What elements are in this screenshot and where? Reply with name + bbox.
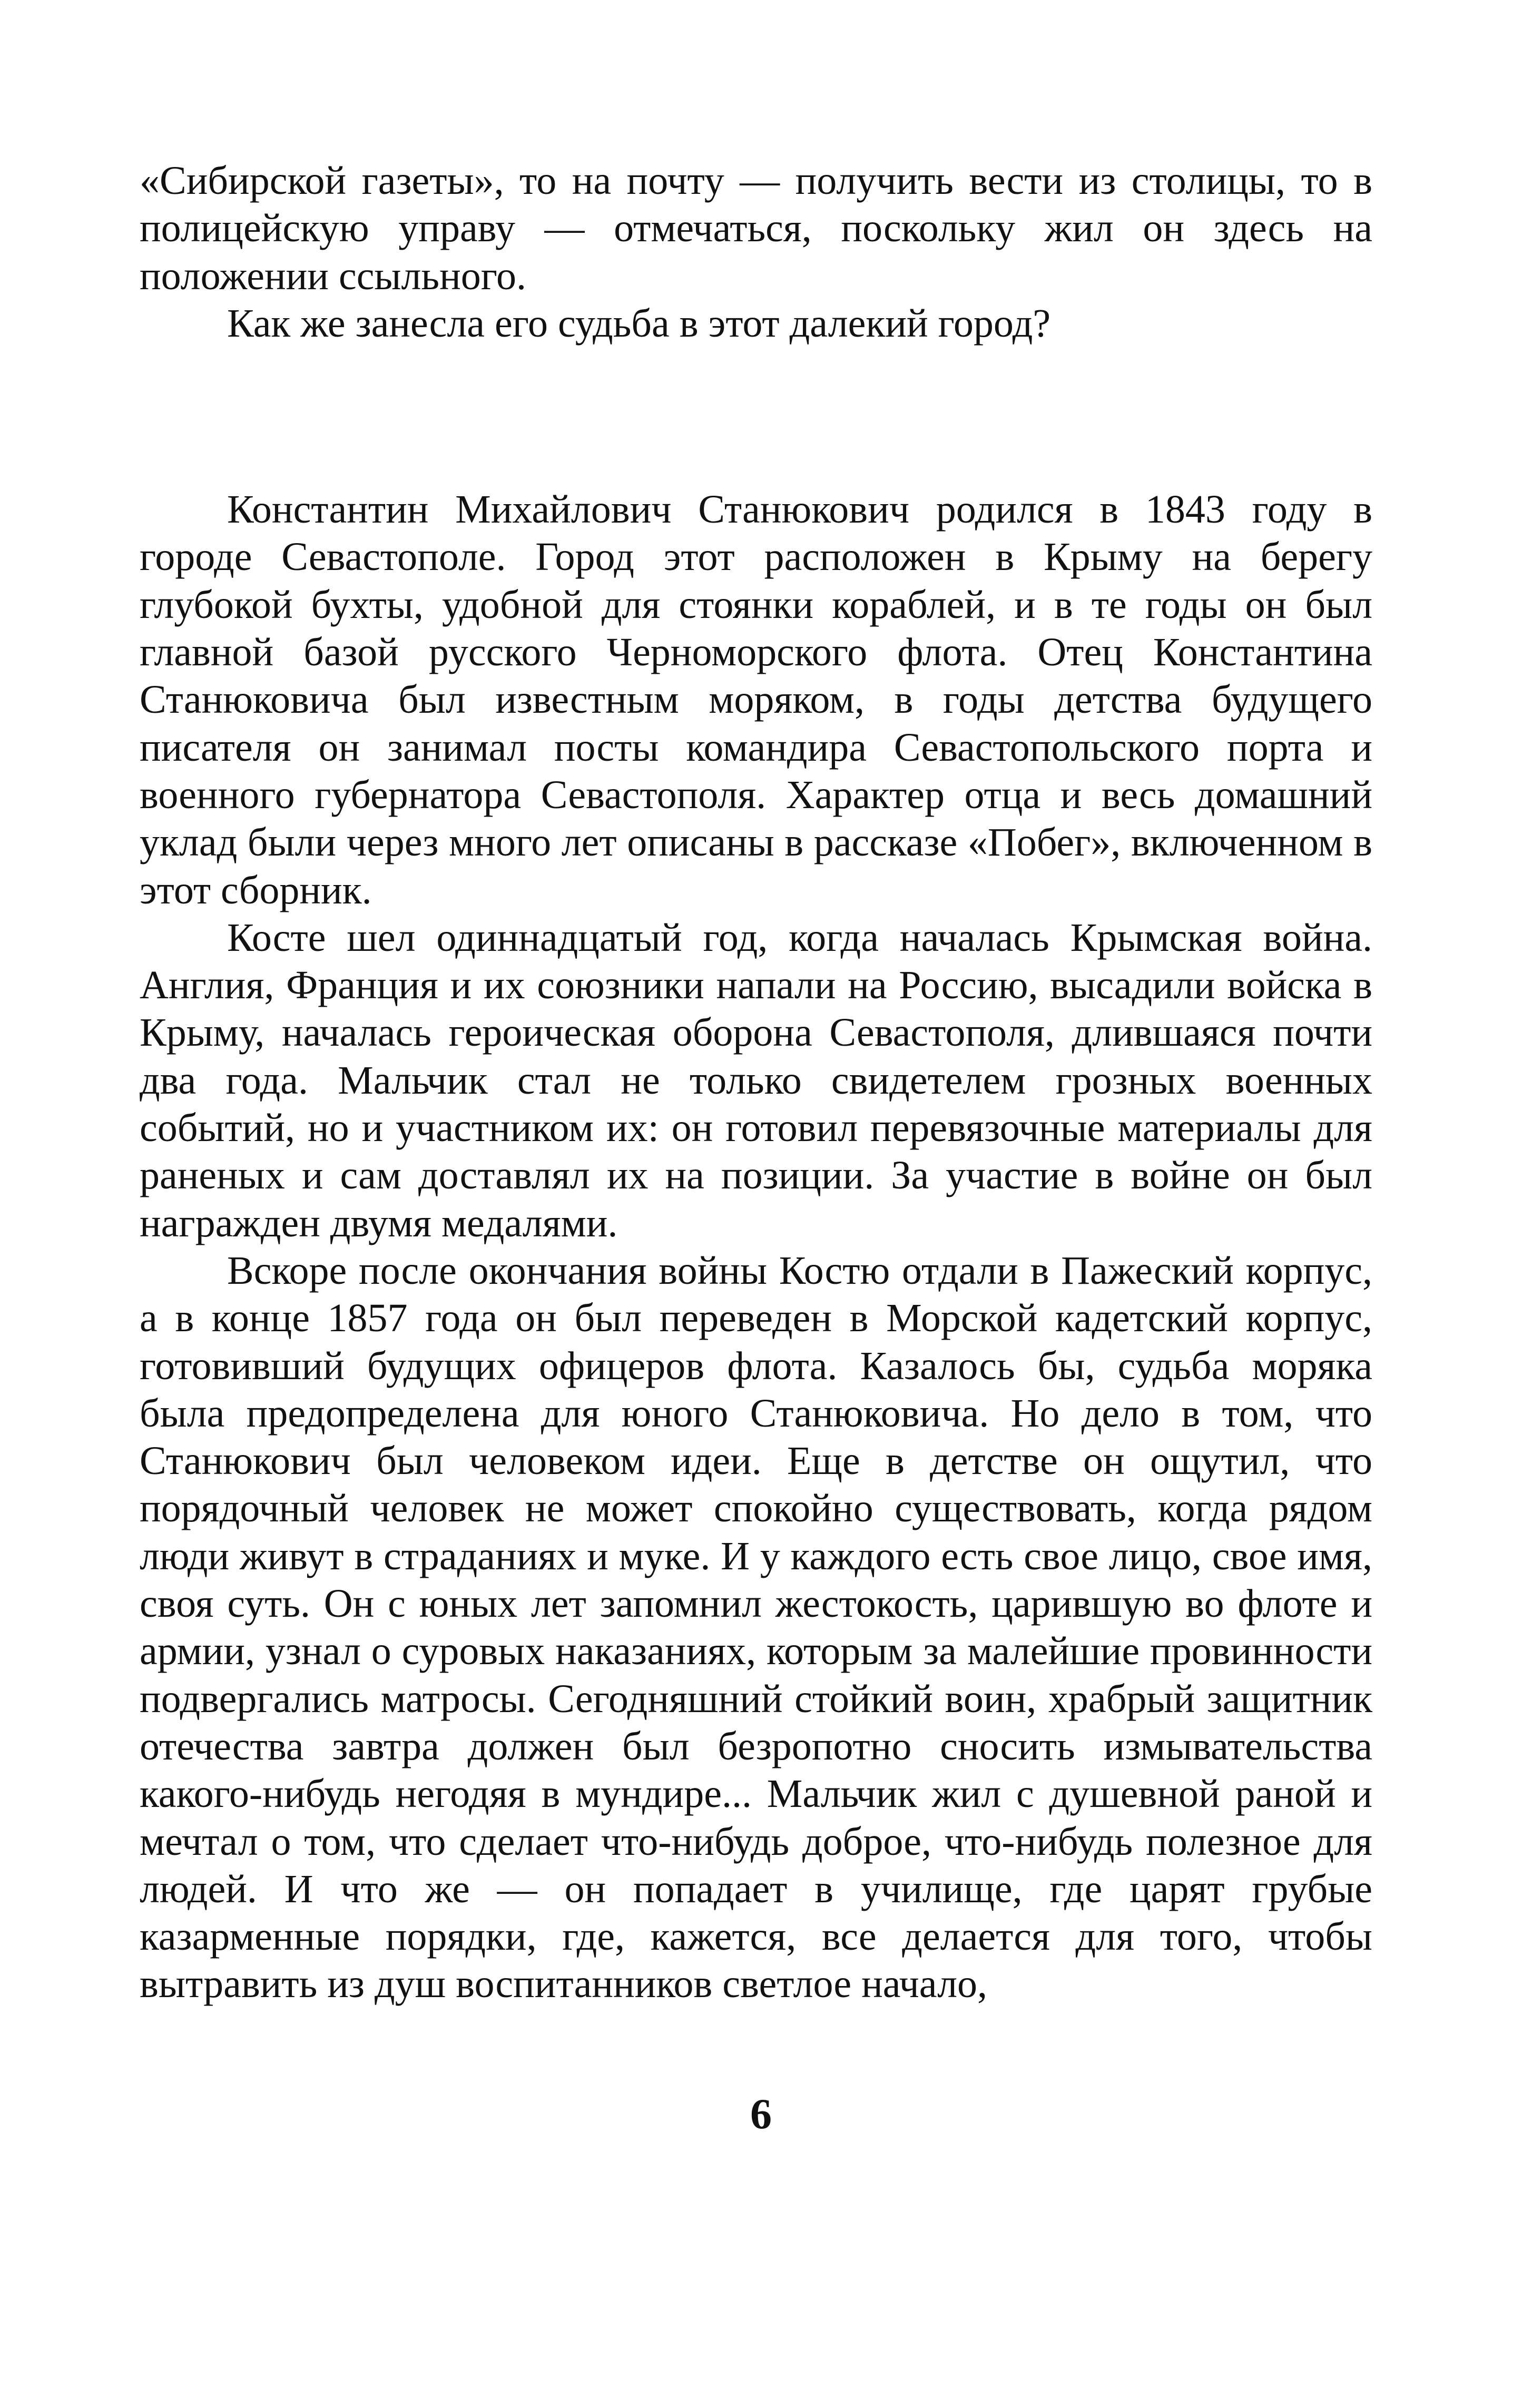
paragraph-birth: Константин Михайлович Станюкович родился в 1843 году в городе Севастополе. Город этот расположен в Крыму на берегу глубокой бухты, удобной для стоянки кораблей, и в те годы он был главной базой русского Черноморского флота. Отец Константина Станюковича был известным моряком, в годы детства будущего писателя он занимал посты командира Севастопольского порта и военного губернатора Севастополя. Характер отца и весь домашний уклад были через много лет описаны в рассказе «Побег», включенном в этот сборник. xyxy=(140,487,1372,912)
page-body xyxy=(140,157,1372,2008)
paragraph-crimean-war: Косте шел одиннадцатый год, когда началась Крымская война. Англия, Франция и их союзники напали на Россию, высадили войска в Крыму, началась героическая оборона Севастополя, длившаяся почти два года. Мальчик стал не только свидетелем грозных военных событий, но и участником их: он готовил перевязочные материалы для раненых и сам доставлял их на позиции. За участие в войне он был награжден двумя медалями. xyxy=(140,915,1372,1245)
paragraph-continued: «Сибирской газеты», то на почту — получить вести из столицы, то в полицейскую управу — отмечаться, поскольку жил он здесь на положении ссыльного. xyxy=(140,159,1372,298)
paragraph-cadet-corps: Вскоре после окончания войны Костю отдали в Пажеский корпус, а в конце 1857 года он был переведен в Морской кадетский корпус, готовивший будущих офицеров флота. Казалось бы, судьба моряка была предопределена для юного Станюковича. Но дело в том, что Станюкович был человеком идеи. Еще в детстве он ощутил, что порядочный человек не может спокойно существовать, когда рядом люди живут в страданиях и муке. И у каждого есть свое лицо, свое имя, своя суть. Он с юных лет запомнил жестокость, царившую во флоте и армии, узнал о суровых наказаниях, которым за малейшие провинности подвергались матросы. Сегодняшний стойкий воин, храбрый защитник отечества завтра должен был безропотно сносить измывательства какого-нибудь негодяя в мундире... Мальчик жил с душевной раной и мечтал о том, что сделает что-нибудь доброе, что-нибудь полезное для людей. И что же — он попадает в училище, где царят грубые казарменные порядки, где, кажется, все делается для того, чтобы вытравить из душ воспитанников светлое начало, xyxy=(140,1248,1372,2007)
section-break xyxy=(140,347,1372,486)
page-number: 6 xyxy=(750,2090,772,2138)
paragraph-question: Как же занесла его судьба в этот далекий город? xyxy=(227,301,1051,346)
